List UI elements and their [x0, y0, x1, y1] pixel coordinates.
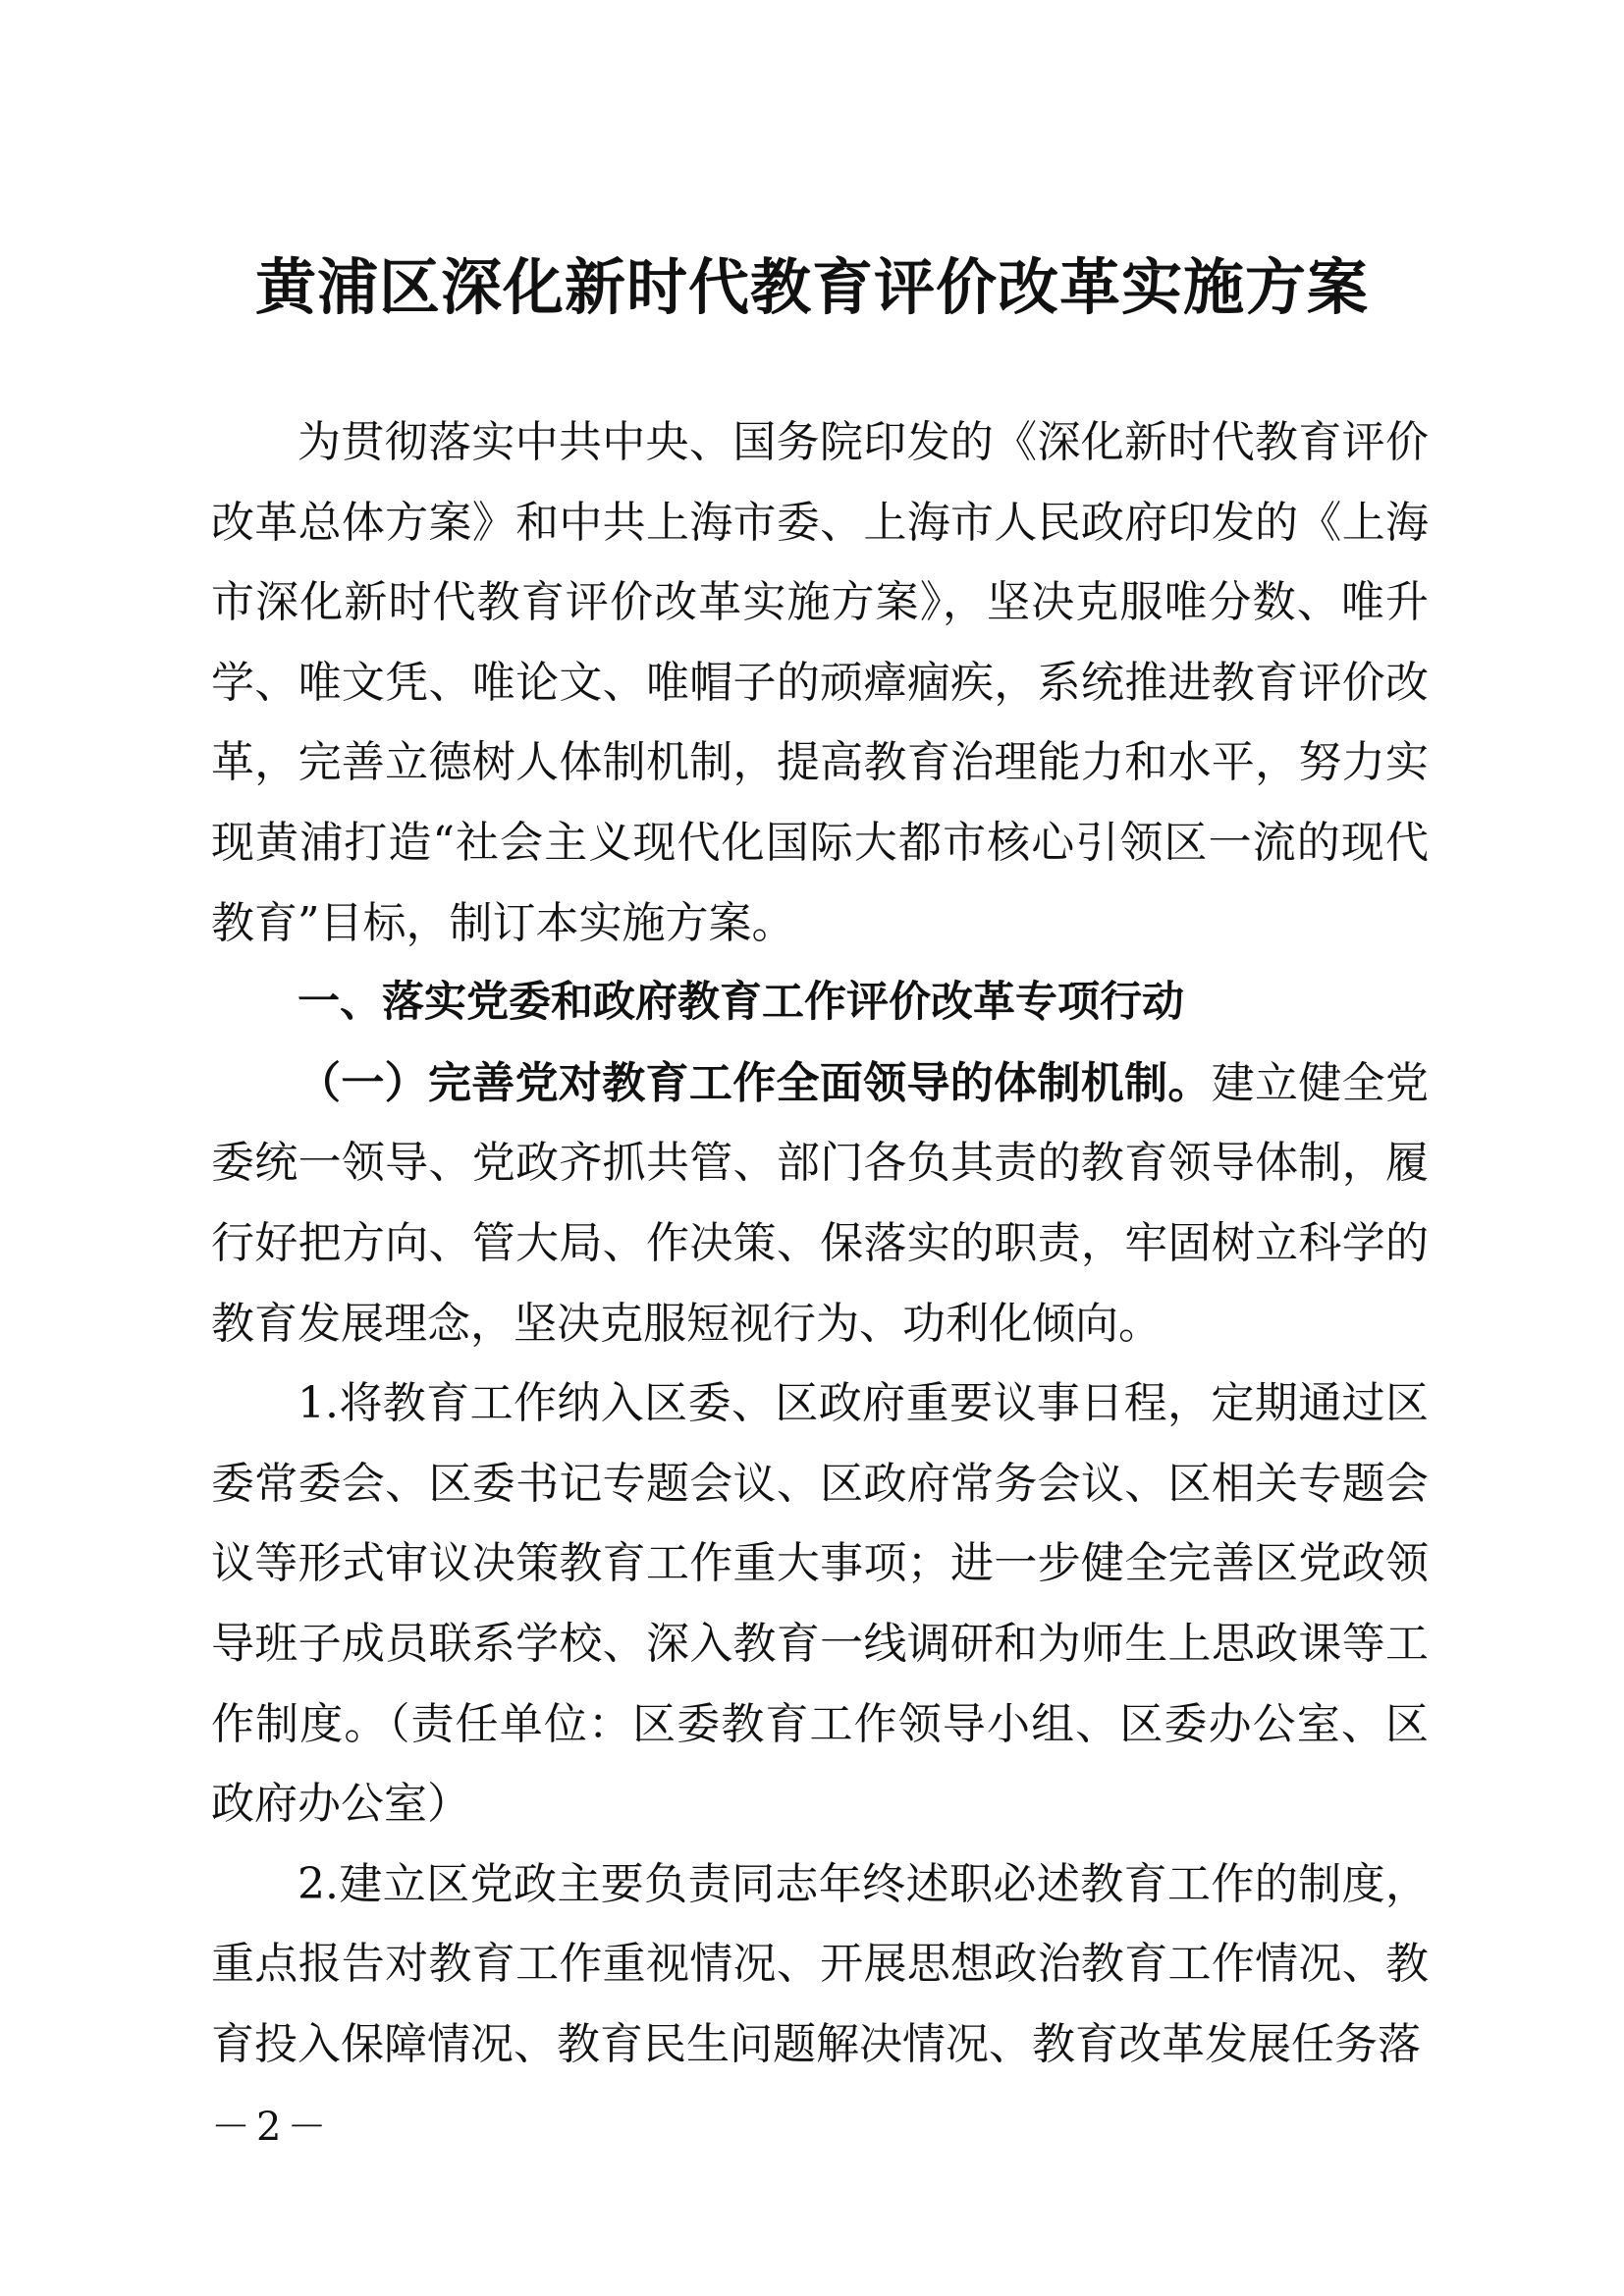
subsection-paragraph	[211, 1043, 1429, 1363]
intro-paragraph: 为贯彻落实中共中央、国务院印发的《深化新时代教育评价改革总体方案》和中共上海市委、上海市人民政府印发的《上海市深化新时代教育评价改革实施方案》，坚决克服唯分数、唯升学、唯文凭、唯论文、唯帽子的顽瘴痼疾，系统推进教育评价改革，完善立德树人体制机制，提高教育治理能力和水平，努力实现黄浦打造“社会主义现代化国际大都市核心引领区一流的现代教育”目标，制订本实施方案。	[211, 417, 1429, 948]
document-title: 黄浦区深化新时代教育评价改革实施方案	[254, 251, 1369, 323]
item-2-paragraph: 2.建立区党政主要负责同志年终述职必述教育工作的制度，重点报告对教育工作重视情况、开展思想政治教育工作情况、教育投入保障情况、教育民生问题解决情况、教育改革发展任务落	[211, 1858, 1429, 2069]
page-number: －2－	[211, 2105, 333, 2150]
subsection-text: 建立健全党委统一领导、党政齐抓共管、部门各负其责的教育领导体制，履行好把方向、管大局、作决策、保落实的职责，牢固树立科学的教育发展理念，坚决克服短视行为、功利化倾向。	[211, 1057, 1429, 1349]
section-heading: 一、落实党委和政府教育工作评价改革专项行动	[298, 978, 1184, 1028]
item-1-paragraph: 1.将教育工作纳入区委、区政府重要议事日程，定期通过区委常委会、区委书记专题会议、区政府常务会议、区相关专题会议等形式审议决策教育工作重大事项；进一步健全完善区党政领导班子成员联系学校、深入教育一线调研和为师生上思政课等工作制度。（责任单位：区委教育工作领导小组、区委办公室、区政府办公室）	[211, 1378, 1429, 1830]
document-body	[211, 402, 1429, 2084]
subsection-lead: （一）完善党对教育工作全面领导的体制机制。	[298, 1057, 1212, 1108]
